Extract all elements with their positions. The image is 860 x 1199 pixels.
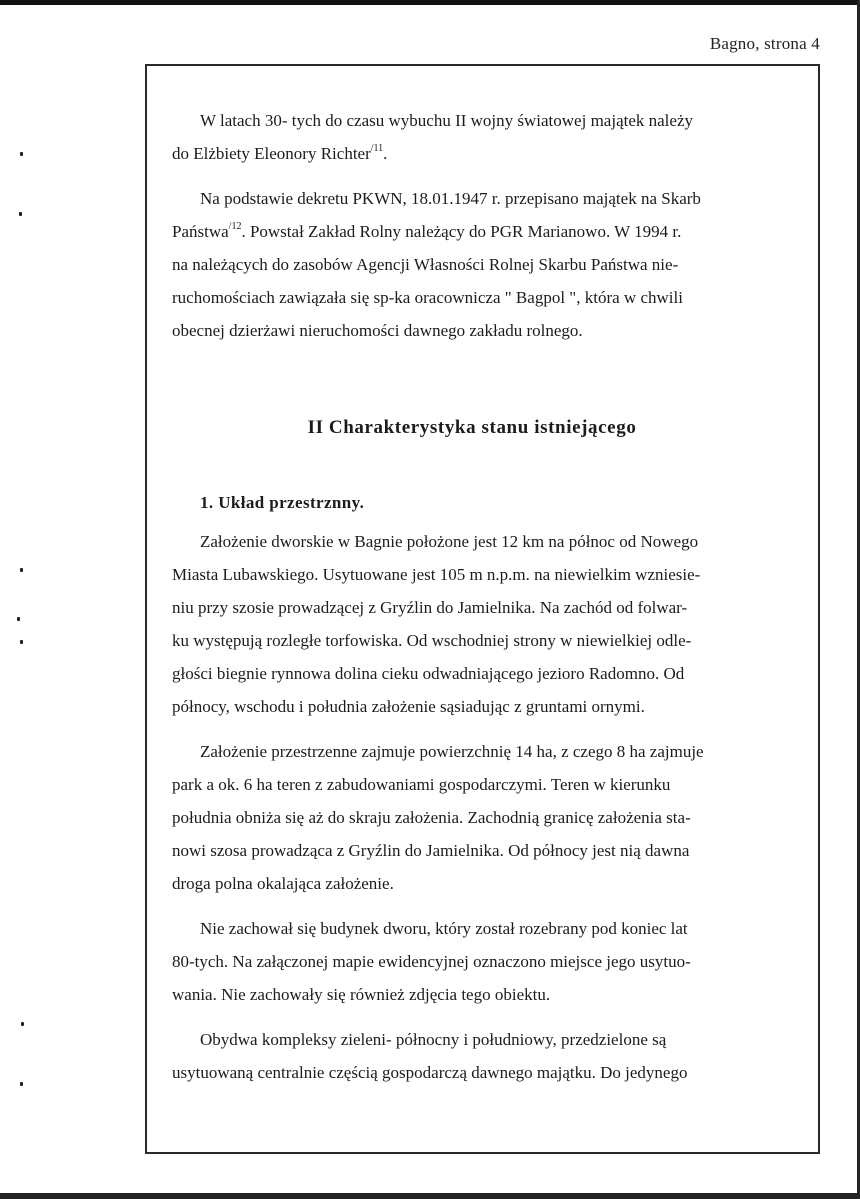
text-line: Państwa <box>172 222 229 241</box>
text-line: Na podstawie dekretu PKWN, 18.01.1947 r. przepisano majątek na Skarb <box>200 189 701 208</box>
text-line: do Elżbiety Eleonory Richter <box>172 144 371 163</box>
text-line: ku występują rozległe torfowiska. Od wschodniej strony w niewielkiej odle- <box>172 631 692 650</box>
scan-speck <box>20 152 23 156</box>
text-line: ruchomościach zawiązała się sp-ka oracownicza " Bagpol ", która w chwili <box>172 288 683 307</box>
scan-top-edge <box>0 0 860 5</box>
text-line: Założenie przestrzenne zajmuje powierzchnię 14 ha, z czego 8 ha zajmuje <box>200 742 704 761</box>
text-line: Miasta Lubawskiego. Usytuowane jest 105 m n.p.m. na niewielkim wzniesie- <box>172 565 701 584</box>
subsection-title: 1. Układ przestrznny. <box>200 493 365 512</box>
text-line: Nie zachował się budynek dworu, który został rozebrany pod koniec lat <box>200 919 688 938</box>
text-fragment: . <box>383 144 388 163</box>
scan-speck <box>21 1022 24 1026</box>
paragraph-decree <box>172 182 772 347</box>
scan-speck <box>19 212 22 216</box>
text-line: głości biegnie rynnowa dolina cieku odwadniającego jezioro Radomno. Od <box>172 664 685 683</box>
paragraph-manor <box>172 912 772 1011</box>
text-fragment: . Powstał Zakład Rolny należący do PGR Marianowo. W 1994 r. <box>241 222 682 241</box>
text-line: nowi szosa prowadząca z Gryźlin do Jamielnika. Od północy jest nią dawna <box>172 841 690 860</box>
scan-speck <box>20 640 23 644</box>
scan-bottom-edge <box>0 1193 860 1199</box>
scan-speck <box>17 617 20 621</box>
footnote-ref: /12 <box>228 221 242 232</box>
paragraph-location <box>172 525 772 723</box>
text-line: Obydwa kompleksy zieleni- północny i południowy, przedzielone są <box>200 1030 667 1049</box>
document-body <box>172 104 772 1089</box>
text-line: 80-tych. Na załączonej mapie ewidencyjnej oznaczono miejsce jego usytuo- <box>172 952 691 971</box>
text-line: południa obniża się aż do skraju założenia. Zachodnią granicę założenia sta- <box>172 808 691 827</box>
text-line: niu przy szosie prowadzącej z Gryźlin do Jamielnika. Na zachód od folwar- <box>172 598 688 617</box>
text-line: droga polna okalająca założenie. <box>172 874 394 893</box>
text-line: Założenie dworskie w Bagnie położone jest 12 km na północ od Nowego <box>200 532 699 551</box>
text-line: wania. Nie zachowały się również zdjęcia tego obiektu. <box>172 985 551 1004</box>
paragraph-ownership <box>172 104 772 170</box>
paragraph-greenery <box>172 1023 772 1089</box>
text-line: park a ok. 6 ha teren z zabudowaniami gospodarczymi. Teren w kierunku <box>172 775 671 794</box>
section-title: II Charakterystyka stanu istniejącego <box>307 417 637 438</box>
text-line: usytuowaną centralnie częścią gospodarczą dawnego majątku. Do jedynego <box>172 1063 688 1082</box>
text-line: W latach 30- tych do czasu wybuchu II wojny światowej majątek należy <box>200 111 693 130</box>
text-line: na należących do zasobów Agencji Własności Rolnej Skarbu Państwa nie- <box>172 255 679 274</box>
text-line: obecnej dzierżawi nieruchomości dawnego zakładu rolnego. <box>172 321 583 340</box>
footnote-ref: /11 <box>370 143 384 154</box>
page-header: Bagno, strona 4 <box>709 34 820 53</box>
scan-speck <box>20 1082 23 1086</box>
text-line: północy, wschodu i południa założenie sąsiadując z gruntami ornymi. <box>172 697 645 716</box>
scan-speck <box>20 568 23 572</box>
paragraph-area <box>172 735 772 900</box>
